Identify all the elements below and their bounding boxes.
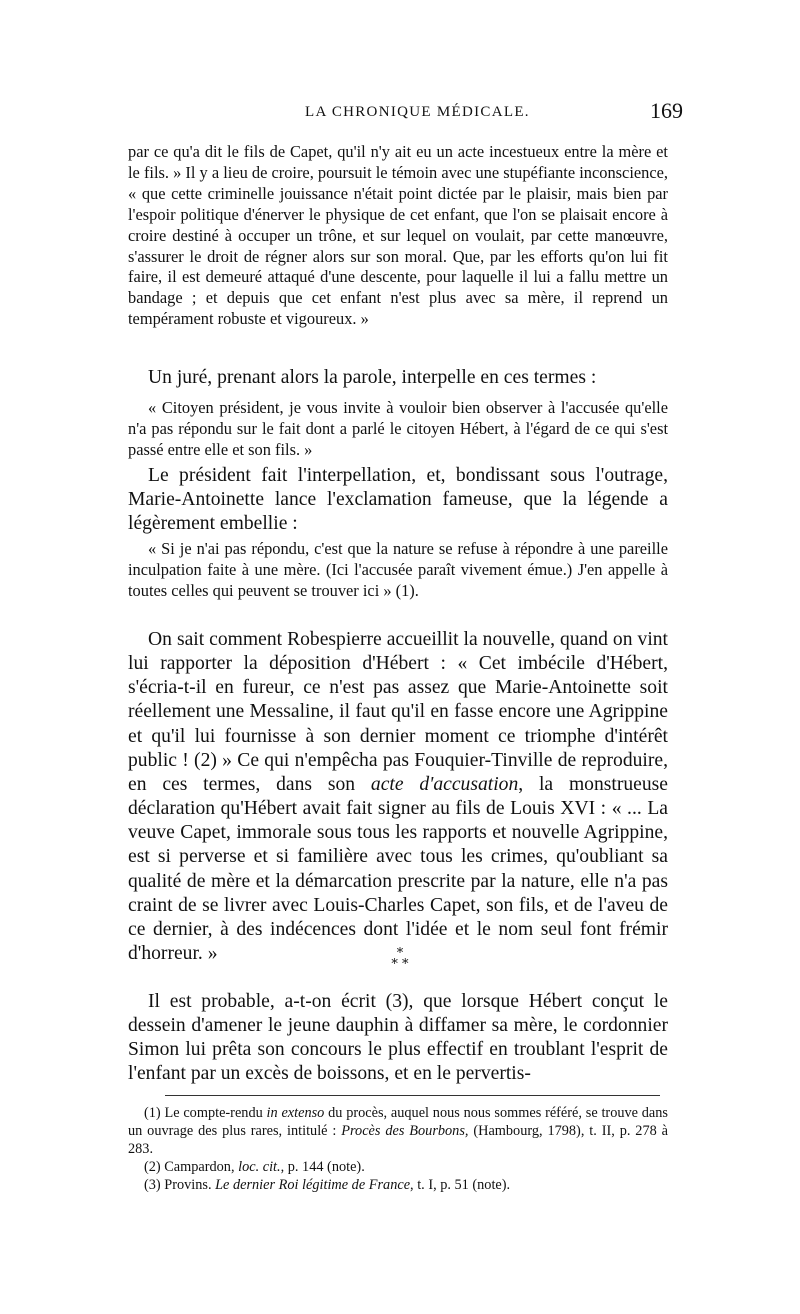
asterism-bottom: * * (391, 957, 409, 972)
page-header (0, 98, 800, 126)
footnote-divider (165, 1095, 660, 1096)
footnote-1-italic-b: Procès des Bourbons, (341, 1123, 469, 1139)
running-title: LA CHRONIQUE MÉDICALE. (305, 104, 530, 120)
footnote-1-text-a: Le compte-rendu (160, 1105, 267, 1121)
footnote-3-mark: (3) (144, 1177, 161, 1193)
quote-juror: « Citoyen président, je vous invite à vouloir bien observer à l'accusée qu'elle n'a pas répondu sur le fait dont a parlé le citoyen Hébert, à l'égard de ce qui s'est passé entre elle et son fils. » (128, 398, 668, 459)
footnote-3 (128, 1176, 668, 1194)
footnote-3-text-a: Provins. (160, 1177, 216, 1193)
footnote-1-mark: (1) (144, 1105, 161, 1121)
paragraph-juror: Un juré, prenant alors la parole, interpelle en ces termes : (148, 367, 597, 388)
footnote-1 (128, 1104, 668, 1158)
footnote-2 (128, 1158, 668, 1176)
page-number: 169 (650, 98, 683, 123)
quote-marie-antoinette: « Si je n'ai pas répondu, c'est que la nature se refuse à répondre à une pareille inculpation faite à une mère. (Ici l'accusée paraît vivement émue.) J'en appelle à toutes celles qui peuvent se trouver ici » (1). (128, 539, 668, 600)
robespierre-text-2: , la monstrueuse déclaration qu'Hébert avait fait signer au fils de Louis XVI : « ... La veuve Capet, immorale sous tous les rapports et nouvelle Agrippine, est si perverse et si familière avec tous les crimes, qu'oubliant sa qualité de mère et la démarcation prescrite par la nature, elle n'a pas craint de se livrer avec Louis-Charles Capet, son fils, et de l'aveu de ce dernier, à des indécences dont l'idée et le nom seul font frémir d'horreur. » (128, 773, 668, 965)
section-asterism (0, 948, 800, 978)
paragraph-robespierre (128, 628, 668, 966)
footnote-3-text-b: , t. I, p. 51 (note). (410, 1177, 511, 1193)
footnote-1-text-b: du procès, auquel nous nous sommes référé, se trouve dans un ouvrage des plus rares, intitulé : (128, 1105, 668, 1139)
asterism-top: * (396, 946, 404, 961)
footnote-2-mark: (2) (144, 1159, 161, 1175)
footnote-2-italic: loc. cit. (238, 1159, 281, 1175)
paragraph-testimony: par ce qu'a dit le fils de Capet, qu'il n'y ait eu un acte incestueux entre la mère et le fils. » Il y a lieu de croire, poursuit le témoin avec une stupéfiante inconscience, « que cette criminelle jouissance n'était point dictée par le plaisir, mais bien par l'espoir politique d'énerver le physique de cet enfant, que l'on se plaisait encore à croire destiné à occuper un trône, et sur lequel on voulait, par cette manœuvre, s'assurer le droit de régner alors sur son moral. Que, par les efforts qu'on lui fit faire, il est demeuré attaqué d'une descente, pour laquelle il lui a fallu mettre un bandage ; et depuis que cet enfant n'est plus avec sa mère, il reprend un tempérament robuste et vigoureux. » (128, 142, 668, 329)
paragraph-president: Le président fait l'interpellation, et, bondissant sous l'outrage, Marie-Antoinette lance l'exclamation fameuse, que la légende a légèrement embellie : (128, 465, 668, 535)
footnote-3-italic: Le dernier Roi légitime de France (215, 1177, 411, 1193)
acte-accusation-italic: acte d'accusation (370, 773, 519, 795)
paragraph-simon: Il est probable, a-t-on écrit (3), que lorsque Hébert conçut le dessein d'amener le jeune dauphin à diffamer sa mère, le cordonnier Simon lui prêta son concours le plus effectif en troublant l'esprit de l'enfant par un excès de boissons, et en le pervertis- (128, 991, 668, 1085)
footnote-1-italic-a: in extenso (266, 1105, 325, 1121)
robespierre-text-1: On sait comment Robespierre accueillit la nouvelle, quand on vint lui rapporter la déposition d'Hébert : « Cet imbécile d'Hébert, s'écria-t-il en fureur, ce n'est pas assez que Marie-Antoinette soit réellement une Messaline, il faut qu'il en fasse encore une Agrippine et qu'il lui fournisse à son dernier moment ce triomphe d'intérêt public ! (2) » Ce qui n'empêcha pas Fouquier-Tinville de reproduire, en ces termes, dans son (128, 629, 668, 795)
footnote-2-text-b: , p. 144 (note). (280, 1159, 365, 1175)
footnote-1-text-c: (Hambourg, 1798), t. II, p. 278 à 283. (128, 1123, 668, 1157)
footnote-2-text-a: Campardon, (160, 1159, 239, 1175)
